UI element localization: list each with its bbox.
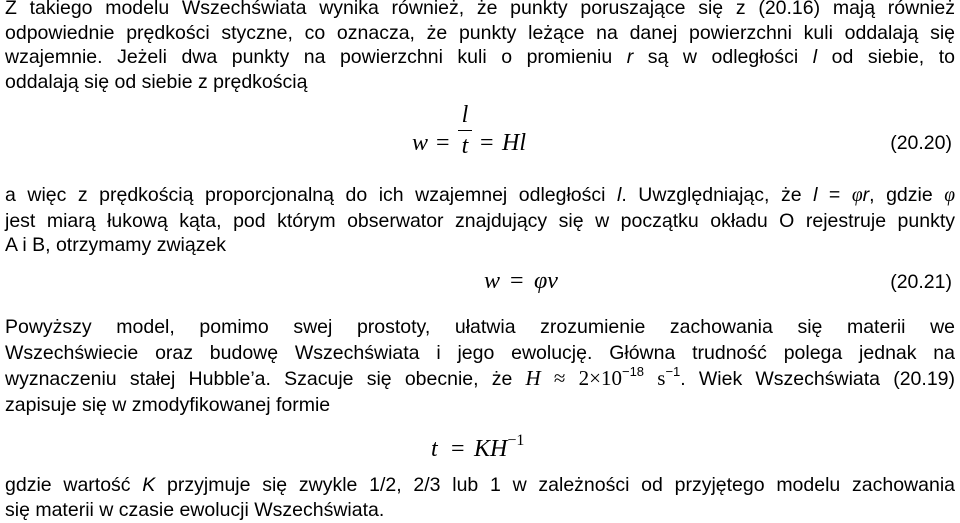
text-line: wyznaczeniu stałej Hubble’a. Szacuje się obecnie, że $H \approx 2\times 10^{-18}$ $s^{-1}$. Wiek Wszechświata (20.19) [5,364,956,390]
eq-rhs: $KH^{-1}$ [474,432,525,462]
eq-equals: = [480,130,494,156]
eq-equals: = [451,436,465,462]
paragraph-3 [5,315,955,418]
eq-rhs: Hl [502,130,526,156]
eq-equals: = [510,268,524,294]
paragraph-2 [5,183,955,258]
eq-equals: = [436,130,450,156]
text-line: zapisuje się w zmodyfikowanej formie [5,393,331,416]
fraction-bar [458,130,472,131]
fraction-denominator: t [461,133,469,159]
equation-number: (20.21) [890,271,952,293]
text-line: gdzie wartość K przyjmuje się zwykle 1/2, 2/3 lub 1 w zależności od przyjętego modelu zachowania [5,474,955,496]
text-line: oddalają się od siebie z prędkością [5,70,308,93]
text-line: a więc z prędkością proporcjonalną do ich wzajemnej odległości l. Uwzględniając, że l = φr, gdzie φ [5,184,956,206]
text-line: odpowiednie prędkości styczne, co oznacza, że punkty leżące na danej powierzchni kuli oddalają się [5,21,955,44]
text-line: Z takiego modelu Wszechświata wynika również, że punkty poruszające się z (20.16) mają również [5,0,955,19]
text-line: Powyższy model, pomimo swej prostoty, ułatwia zrozumienie zachowania się materii we [5,316,955,338]
eq-rhs: φv [534,268,558,294]
text-line: wzajemnie. Jeżeli dwa punkty na powierzchni kuli o promieniu r są w odległości l od siebie, to [5,46,956,68]
fraction-numerator: l [461,102,469,128]
paragraph-1 [5,0,955,94]
equation-number: (20.20) [890,132,952,154]
text-line: jest miarą łukową kąta, pod którym obserwator znajdujący się w początku okładu O rejestruje punkty [5,209,955,232]
eq-lhs: w [412,130,429,156]
text-line: się materii w czasie ewolucji Wszechświata. [5,498,385,521]
eq-lhs: w [484,268,501,294]
eq-lhs: t [431,436,438,462]
fraction [458,102,472,160]
text-line: A i B, otrzymamy związek [5,234,227,256]
text-line: Wszechświecie oraz budowę Wszechświata i jego ewolucję. Główna trudność polega jednak na [5,341,955,364]
paragraph-4 [5,473,955,522]
